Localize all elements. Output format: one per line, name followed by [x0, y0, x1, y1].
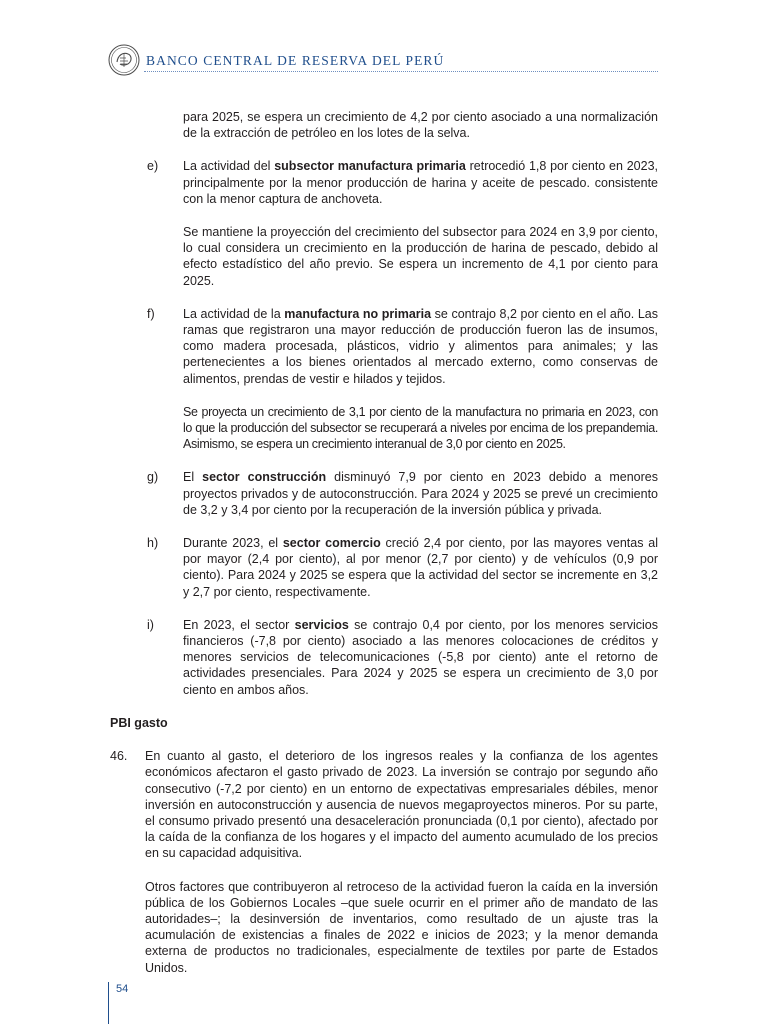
emphasis: manufactura no primaria	[284, 306, 432, 321]
item-label: f)	[147, 306, 155, 321]
paragraph-text: En cuanto al gasto, el deterioro de los ingresos reales y la confianza de los agentes económicos afectaron el gasto privado de 2023. La inversión se contrajo por segundo año consecutivo (-7,2 por ciento) en un entorno de expectativas empresariales débiles, menor inversión en autoconstrucción y ausencia de nuevos megaproyectos mineros. Por su parte, el consumo privado presentó una desaceleración pronunciada (0,1 por ciento), afectado por la caída de la confianza de los hogares y el impacto del aumento acumulado de los precios en su capacidad adquisitiva.	[145, 749, 658, 861]
footer-rule	[108, 982, 109, 1024]
list-item-i	[110, 617, 658, 698]
continuation-paragraph: para 2025, se espera un crecimiento de 4,2 por ciento asociado a una normalización de la extracción de petróleo en los lotes de la selva.	[183, 110, 658, 141]
bank-name: BANCO CENTRAL DE RESERVA DEL PERÚ	[146, 53, 445, 68]
item-paragraph-2: Se proyecta un crecimiento de 3,1 por ciento de la manufactura no primaria en 2023, con lo que la producción del subsector se recuperará a niveles por encima de los prepandemia. Asimismo, se espera un crecimiento interanual de 3,0 por ciento en 2025.	[183, 404, 658, 452]
item-label: h)	[147, 536, 159, 551]
emphasis: servicios	[294, 617, 349, 632]
emphasis: sector construcción	[202, 470, 327, 485]
page-body	[110, 109, 658, 976]
bank-seal-icon	[108, 44, 140, 76]
list-item-f	[110, 306, 658, 453]
item-paragraph: El sector construcción disminuyó 7,9 por ciento en 2023 debido a menores proyectos privados y de autoconstrucción. Para 2024 y 2025 se prevé un crecimiento de 3,2 y 3,4 por ciento por la recuperación de la inversión pública y privada.	[183, 470, 658, 517]
page-number: 54	[116, 983, 129, 995]
item-paragraph: En 2023, el sector servicios se contrajo 0,4 por ciento, por los menores servicios financieros (-7,8 por ciento) asociado a las menores colocaciones de créditos y menores servicios de telecomunicaciones (-5,8 por ciento) ante el retorno de actividades presenciales. Para 2024 y 2025 se espera un crecimiento de 3,0 por ciento en ambos años.	[183, 617, 659, 697]
page-header	[108, 44, 658, 76]
numbered-paragraph-46	[110, 748, 658, 976]
list-item-h	[110, 535, 658, 600]
item-label: i)	[147, 617, 154, 632]
list-item-e	[110, 158, 658, 288]
item-paragraph: Durante 2023, el sector comercio creció 2,4 por ciento, por las mayores ventas al por mayor (2,4 por ciento), al por menor (2,7 por ciento) y de vehículos (0,9 por ciento). Para 2024 y 2025 se espera que la actividad del sector se incremente en 3,2 y 2,7 por ciento, respectivamente.	[183, 536, 659, 599]
item-label: g)	[147, 470, 159, 485]
item-paragraph: La actividad del subsector manufactura primaria retrocedió 1,8 por ciento en 2023, principalmente por la menor producción de harina y aceite de pescado. consistente con la menor captura de anchoveta.	[183, 159, 658, 206]
item-paragraph: La actividad de la manufactura no primaria se contrajo 8,2 por ciento en el año. Las ramas que registraron una mayor reducción de producción fueron las de insumos, como madera procesada, plásticos, vidrio y alimentos para animales; y las pertenecientes a los bienes orientados al mercado externo, como conservas de alimentos, prendas de vestir e hilados y tejidos.	[183, 306, 658, 386]
section-title: PBI gasto	[110, 715, 168, 730]
item-paragraph-2: Se mantiene la proyección del crecimiento del subsector para 2024 en 3,9 por ciento, lo cual considera un crecimiento en la producción de harina de pescado, debido al efecto estadístico del año previo. Se espera un incremento de 4,1 por ciento para 2025.	[183, 225, 658, 288]
list-item-g	[110, 469, 658, 518]
paragraph-text-2: Otros factores que contribuyeron al retroceso de la actividad fueron la caída en la inversión pública de los Gobiernos Locales –que suele ocurrir en el primer año de mandato de las autoridades–; la desinversión de inventarios, como resultado de un ajuste tras la acumulación de existencias a finales de 2022 e inicios de 2023; y la menor demanda externa de productos no tradicionales, especialmente de textiles por parte de Estados Unidos.	[145, 879, 658, 975]
emphasis: subsector manufactura primaria	[274, 159, 466, 174]
item-label: e)	[147, 159, 159, 174]
paragraph-number: 46.	[110, 749, 128, 764]
emphasis: sector comercio	[282, 536, 381, 551]
header-divider	[144, 71, 658, 72]
